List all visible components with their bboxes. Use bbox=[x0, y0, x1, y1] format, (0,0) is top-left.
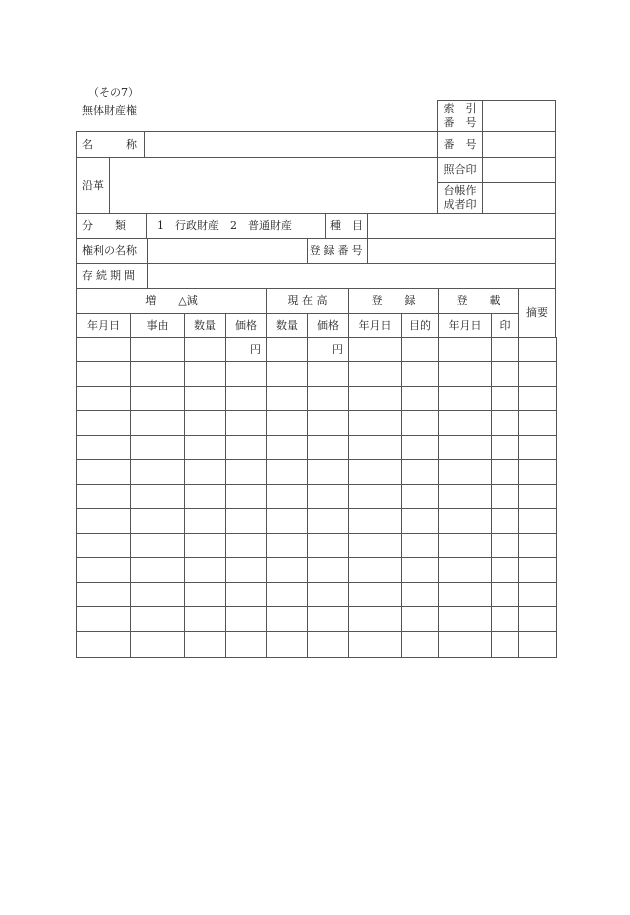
column-header-reg-date: 年月日 bbox=[348, 313, 402, 338]
table-cell[interactable] bbox=[491, 557, 519, 583]
group-entry: 登 載 bbox=[438, 288, 519, 314]
table-cell[interactable] bbox=[130, 484, 185, 509]
index-number-field[interactable] bbox=[482, 100, 556, 132]
table-cell[interactable] bbox=[518, 606, 557, 632]
table-cell[interactable] bbox=[76, 435, 131, 460]
table-cell[interactable] bbox=[76, 582, 131, 607]
table-cell[interactable] bbox=[401, 606, 439, 632]
table-cell[interactable] bbox=[76, 361, 131, 387]
table-cell[interactable] bbox=[76, 337, 131, 362]
table-cell[interactable] bbox=[266, 557, 308, 583]
table-cell[interactable] bbox=[518, 631, 557, 658]
table-cell[interactable] bbox=[130, 361, 185, 387]
table-cell[interactable] bbox=[184, 386, 226, 411]
table-cell[interactable] bbox=[438, 484, 492, 509]
table-cell[interactable] bbox=[76, 533, 131, 558]
table-cell[interactable] bbox=[184, 361, 226, 387]
right-name-field[interactable] bbox=[147, 238, 308, 264]
table-cell[interactable] bbox=[491, 361, 519, 387]
table-cell[interactable] bbox=[307, 484, 349, 509]
ledger-seal-field[interactable] bbox=[482, 182, 556, 214]
table-cell[interactable] bbox=[76, 484, 131, 509]
table-cell[interactable] bbox=[518, 337, 557, 362]
table-cell[interactable] bbox=[491, 410, 519, 436]
table-cell[interactable] bbox=[130, 410, 185, 436]
table-cell[interactable] bbox=[307, 582, 349, 607]
history-field[interactable] bbox=[109, 157, 438, 214]
table-cell[interactable] bbox=[266, 631, 308, 658]
table-cell[interactable] bbox=[76, 557, 131, 583]
table-cell[interactable] bbox=[130, 386, 185, 411]
table-cell[interactable] bbox=[438, 557, 492, 583]
table-cell[interactable] bbox=[307, 557, 349, 583]
table-cell[interactable] bbox=[491, 484, 519, 509]
table-cell[interactable] bbox=[307, 459, 349, 485]
classification-label: 分 類 bbox=[76, 213, 147, 239]
table-cell[interactable] bbox=[184, 533, 226, 558]
table-cell[interactable] bbox=[438, 361, 492, 387]
column-header-current-quantity: 数量 bbox=[266, 313, 308, 338]
table-cell[interactable] bbox=[225, 435, 267, 460]
table-cell[interactable] bbox=[130, 557, 185, 583]
table-cell[interactable] bbox=[130, 459, 185, 485]
table-cell[interactable] bbox=[518, 508, 557, 534]
table-cell[interactable] bbox=[184, 435, 226, 460]
table-cell[interactable] bbox=[348, 386, 402, 411]
table-cell[interactable] bbox=[307, 410, 349, 436]
table-cell[interactable] bbox=[225, 582, 267, 607]
registration-number-field[interactable] bbox=[367, 238, 556, 264]
table-cell[interactable] bbox=[130, 533, 185, 558]
index-number-label: 索 引 番 号 bbox=[437, 100, 483, 132]
table-cell[interactable] bbox=[491, 631, 519, 658]
table-cell[interactable] bbox=[518, 410, 557, 436]
table-cell[interactable] bbox=[401, 386, 439, 411]
table-cell[interactable] bbox=[401, 361, 439, 387]
table-cell[interactable] bbox=[348, 337, 402, 362]
table-cell[interactable] bbox=[307, 386, 349, 411]
table-cell[interactable] bbox=[438, 582, 492, 607]
table-cell[interactable] bbox=[266, 582, 308, 607]
table-cell[interactable] bbox=[130, 582, 185, 607]
table-cell[interactable] bbox=[438, 386, 492, 411]
table-cell[interactable] bbox=[401, 557, 439, 583]
remarks-header: 摘要 bbox=[518, 288, 556, 338]
kind-label: 種 目 bbox=[325, 213, 368, 239]
table-cell[interactable] bbox=[438, 533, 492, 558]
table-cell[interactable] bbox=[401, 533, 439, 558]
table-cell[interactable] bbox=[184, 631, 226, 658]
table-cell[interactable] bbox=[225, 606, 267, 632]
table-cell[interactable] bbox=[348, 410, 402, 436]
table-cell[interactable] bbox=[130, 337, 185, 362]
table-cell[interactable] bbox=[438, 459, 492, 485]
table-cell[interactable] bbox=[307, 631, 349, 658]
table-cell[interactable] bbox=[266, 508, 308, 534]
number-field[interactable] bbox=[482, 131, 556, 158]
table-cell[interactable] bbox=[225, 361, 267, 387]
table-cell[interactable] bbox=[307, 533, 349, 558]
table-cell[interactable] bbox=[348, 631, 402, 658]
column-header-price: 価格 bbox=[225, 313, 267, 338]
table-cell[interactable] bbox=[266, 410, 308, 436]
table-cell[interactable] bbox=[518, 557, 557, 583]
group-current-balance: 現 在 高 bbox=[266, 288, 349, 314]
table-cell[interactable] bbox=[438, 606, 492, 632]
table-cell[interactable] bbox=[225, 557, 267, 583]
form-subtitle: （その7） bbox=[88, 86, 139, 99]
table-cell[interactable] bbox=[348, 435, 402, 460]
table-cell[interactable] bbox=[225, 508, 267, 534]
table-cell[interactable] bbox=[307, 435, 349, 460]
table-cell[interactable] bbox=[348, 361, 402, 387]
table-cell[interactable] bbox=[130, 606, 185, 632]
table-cell[interactable] bbox=[76, 606, 131, 632]
table-cell[interactable] bbox=[438, 337, 492, 362]
table-cell[interactable] bbox=[491, 508, 519, 534]
table-cell[interactable] bbox=[348, 533, 402, 558]
table-cell[interactable] bbox=[491, 582, 519, 607]
table-cell[interactable] bbox=[518, 533, 557, 558]
table-cell[interactable] bbox=[184, 508, 226, 534]
registration-number-label: 登録番号 bbox=[307, 238, 368, 264]
table-cell[interactable] bbox=[76, 631, 131, 658]
table-cell[interactable] bbox=[266, 459, 308, 485]
table-cell[interactable] bbox=[266, 533, 308, 558]
table-cell[interactable] bbox=[225, 484, 267, 509]
table-cell[interactable] bbox=[266, 484, 308, 509]
table-cell[interactable] bbox=[438, 410, 492, 436]
table-cell[interactable] bbox=[518, 435, 557, 460]
table-cell[interactable]: 円 bbox=[307, 337, 349, 362]
period-field[interactable] bbox=[147, 263, 556, 289]
name-field[interactable] bbox=[144, 131, 438, 158]
check-seal-field[interactable] bbox=[482, 157, 556, 183]
table-cell[interactable] bbox=[491, 533, 519, 558]
table-cell[interactable] bbox=[401, 459, 439, 485]
table-cell[interactable] bbox=[130, 435, 185, 460]
column-header-entry-date: 年月日 bbox=[438, 313, 492, 338]
table-cell[interactable] bbox=[401, 337, 439, 362]
table-cell[interactable] bbox=[266, 361, 308, 387]
table-cell[interactable] bbox=[184, 582, 226, 607]
classification-options[interactable]: 1 行政財産 2 普通財産 bbox=[146, 213, 326, 239]
table-cell[interactable] bbox=[266, 435, 308, 460]
ledger-seal-label: 台帳作 成者印 bbox=[437, 182, 483, 214]
table-cell[interactable] bbox=[348, 582, 402, 607]
column-header-date: 年月日 bbox=[76, 313, 131, 338]
table-cell[interactable] bbox=[307, 606, 349, 632]
check-seal-label: 照合印 bbox=[437, 157, 483, 183]
table-cell[interactable] bbox=[76, 386, 131, 411]
table-cell[interactable] bbox=[348, 508, 402, 534]
table-cell[interactable] bbox=[401, 508, 439, 534]
column-header-reason: 事由 bbox=[130, 313, 185, 338]
column-header-current-price: 価格 bbox=[307, 313, 349, 338]
number-label: 番 号 bbox=[437, 131, 483, 158]
table-cell[interactable] bbox=[225, 533, 267, 558]
table-cell[interactable] bbox=[518, 582, 557, 607]
table-cell[interactable] bbox=[184, 459, 226, 485]
column-header-quantity: 数量 bbox=[184, 313, 226, 338]
table-cell[interactable] bbox=[401, 435, 439, 460]
table-cell[interactable] bbox=[184, 410, 226, 436]
table-cell[interactable] bbox=[348, 606, 402, 632]
table-cell[interactable] bbox=[491, 435, 519, 460]
right-name-label: 権利の名称 bbox=[76, 238, 148, 264]
table-cell[interactable] bbox=[401, 631, 439, 658]
table-cell[interactable] bbox=[184, 484, 226, 509]
table-cell[interactable] bbox=[225, 459, 267, 485]
table-cell[interactable] bbox=[348, 557, 402, 583]
table-cell[interactable] bbox=[348, 484, 402, 509]
table-cell[interactable] bbox=[225, 410, 267, 436]
table-cell[interactable] bbox=[491, 386, 519, 411]
table-cell[interactable] bbox=[266, 386, 308, 411]
table-cell[interactable] bbox=[491, 337, 519, 362]
table-cell[interactable] bbox=[76, 410, 131, 436]
table-cell[interactable] bbox=[438, 631, 492, 658]
column-header-purpose: 目的 bbox=[401, 313, 439, 338]
table-cell[interactable] bbox=[401, 410, 439, 436]
table-cell[interactable]: 円 bbox=[225, 337, 267, 362]
table-cell[interactable] bbox=[266, 606, 308, 632]
table-cell[interactable] bbox=[130, 508, 185, 534]
table-cell[interactable] bbox=[401, 484, 439, 509]
table-cell[interactable] bbox=[307, 361, 349, 387]
table-cell[interactable] bbox=[491, 459, 519, 485]
group-registration: 登 録 bbox=[348, 288, 439, 314]
group-increase-decrease: 増 △減 bbox=[76, 288, 267, 314]
period-label: 存続期間 bbox=[76, 263, 148, 289]
table-cell[interactable] bbox=[307, 508, 349, 534]
table-cell[interactable] bbox=[401, 582, 439, 607]
history-label: 沿革 bbox=[76, 157, 110, 214]
table-cell[interactable] bbox=[184, 606, 226, 632]
column-header-seal: 印 bbox=[491, 313, 519, 338]
name-label: 名 称 bbox=[76, 131, 145, 158]
table-cell[interactable] bbox=[438, 435, 492, 460]
table-cell[interactable] bbox=[184, 337, 226, 362]
table-cell[interactable] bbox=[518, 386, 557, 411]
table-cell[interactable] bbox=[76, 459, 131, 485]
kind-field[interactable] bbox=[367, 213, 556, 239]
table-cell[interactable] bbox=[130, 631, 185, 658]
table-cell[interactable] bbox=[438, 508, 492, 534]
table-cell[interactable] bbox=[518, 361, 557, 387]
table-cell[interactable] bbox=[266, 337, 308, 362]
table-cell[interactable] bbox=[518, 484, 557, 509]
table-cell[interactable] bbox=[518, 459, 557, 485]
table-cell[interactable] bbox=[491, 606, 519, 632]
table-cell[interactable] bbox=[348, 459, 402, 485]
table-cell[interactable] bbox=[225, 386, 267, 411]
form-title: 無体財産権 bbox=[82, 104, 137, 117]
table-cell[interactable] bbox=[225, 631, 267, 658]
table-cell[interactable] bbox=[76, 508, 131, 534]
table-cell[interactable] bbox=[184, 557, 226, 583]
